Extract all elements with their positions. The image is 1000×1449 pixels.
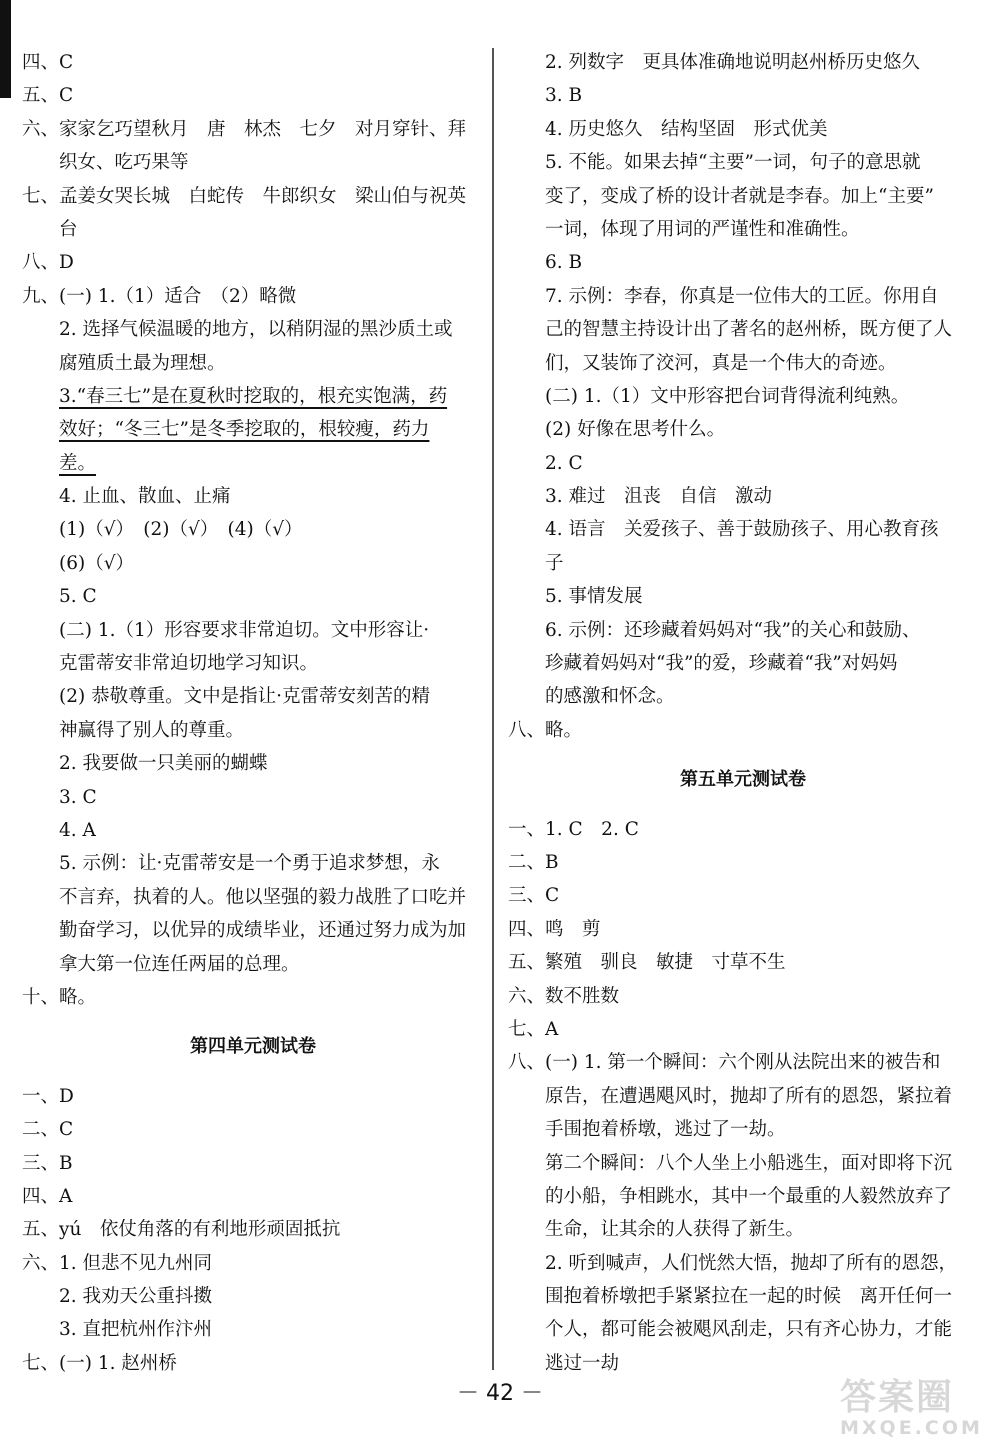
answer-line: 一词，体现了用词的严谨性和准确性。 bbox=[545, 218, 860, 240]
answer-line: 5. 事情发展 bbox=[545, 586, 643, 608]
answer-line: 4. A bbox=[59, 819, 96, 841]
answer-line: 四、A bbox=[22, 1185, 73, 1207]
answer-line: (6)（√） bbox=[59, 552, 134, 574]
answer-line: 7. 示例：李春，你真是一位伟大的工匠。你用自 bbox=[545, 285, 939, 307]
answer-line: 一、1. C 2. C bbox=[508, 818, 639, 840]
answer-line: 生命，让其余的人获得了新生。 bbox=[545, 1219, 805, 1241]
underlined-text: 差。 bbox=[59, 452, 97, 474]
answer-line: 3. B bbox=[545, 85, 583, 107]
answer-line: 逃过一劫 bbox=[545, 1352, 620, 1374]
page-number: － 42 － bbox=[457, 1381, 543, 1406]
answer-line: 4. 止血、散血、止痛 bbox=[59, 486, 231, 508]
answer-line: 八、略。 bbox=[508, 719, 583, 741]
answer-line: 围抱着桥墩把手紧紧拉在一起的时候 离开任何一 bbox=[545, 1286, 953, 1308]
answer-line: 七、孟姜女哭长城 白蛇传 牛郎织女 梁山伯与祝英 bbox=[22, 185, 467, 207]
answer-line bbox=[22, 447, 484, 480]
answer-line: 己的智慧主持设计出了著名的赵州桥，既方便了人 bbox=[545, 319, 953, 341]
answer-line: 第二个瞬间：八个人坐上小船逃生，面对即将下沉 bbox=[545, 1152, 953, 1174]
underlined-text: 3.“春三七”是在夏秋时挖取的，根充实饱满，药 bbox=[59, 385, 448, 407]
answer-line: 4. 语言 关爱孩子、善于鼓励孩子、用心教育孩 bbox=[545, 519, 939, 541]
answer-line: 克雷蒂安非常迫切地学习知识。 bbox=[59, 653, 319, 675]
answer-line: (2) 好像在思考什么。 bbox=[545, 419, 726, 441]
answer-line: 2. 听到喊声，人们恍然大悟，抛却了所有的恩怨， bbox=[545, 1252, 958, 1274]
answer-line: 变了，变成了桥的设计者就是李春。加上“主要” bbox=[545, 185, 934, 207]
answer-line: 6. 示例：还珍藏着妈妈对“我”的关心和鼓励、 bbox=[545, 619, 921, 641]
answer-line: 六、家家乞巧望秋月 唐 林杰 七夕 对月穿针、拜 bbox=[22, 118, 467, 140]
answer-line: 原告，在遭遇飓风时，抛却了所有的恩怨，紧拉着 bbox=[545, 1085, 953, 1107]
answer-line: 5. 不能。如果去掉“主要”一词，句子的意思就 bbox=[545, 152, 921, 174]
answer-line: 五、繁殖 驯良 敏捷 寸草不生 bbox=[508, 952, 786, 974]
page-edge-mark bbox=[0, 0, 11, 98]
answer-line: 六、1. 但悲不见九州同 bbox=[22, 1252, 213, 1274]
answer-line: 腐殖质土最为理想。 bbox=[59, 352, 226, 374]
answer-line: 七、(一) 1. 赵州桥 bbox=[22, 1352, 177, 1374]
answer-line: 五、yú 依仗角落的有利地形顽固抵抗 bbox=[22, 1219, 341, 1241]
answer-line: 四、C bbox=[22, 52, 74, 73]
answer-line: 台 bbox=[59, 218, 78, 240]
answer-line: 子 bbox=[545, 552, 564, 574]
answer-line: 6. B bbox=[545, 252, 583, 274]
answer-line: 三、B bbox=[22, 1152, 73, 1174]
answer-line: 神赢得了别人的尊重。 bbox=[59, 719, 245, 741]
watermark-logo bbox=[840, 1378, 990, 1444]
answer-line: 二、B bbox=[508, 851, 559, 873]
answer-line: 拿大第一位连任两届的总理。 bbox=[59, 953, 300, 975]
answer-line: 5. C bbox=[59, 586, 97, 608]
underlined-text: 效好；“冬三七”是冬季挖取的，根较瘦，药力 bbox=[59, 419, 430, 441]
answer-line: 十、略。 bbox=[22, 986, 97, 1008]
answer-line: 二、C bbox=[22, 1119, 74, 1141]
answer-line bbox=[22, 413, 484, 446]
section-heading: 第五单元测试卷 bbox=[680, 769, 806, 791]
answer-line: 一、D bbox=[22, 1085, 74, 1107]
answer-line: 的小船，争相跳水，其中一个最重的人毅然放弃了 bbox=[545, 1185, 953, 1207]
section-heading: 第四单元测试卷 bbox=[190, 1036, 316, 1058]
column-divider bbox=[492, 48, 494, 1370]
answer-line: (1)（√） (2)（√） (4)（√） bbox=[59, 519, 303, 541]
answer-line: 们，又装饰了洨河，真是一个伟大的奇迹。 bbox=[545, 352, 897, 374]
answer-line: 八、(一) 1. 第一个瞬间：六个刚从法院出来的被告和 bbox=[508, 1052, 941, 1074]
watermark-url: MXQE.COM bbox=[840, 1417, 983, 1439]
answer-line: 5. 示例：让·克雷蒂安是一个勇于追求梦想，永 bbox=[59, 853, 440, 875]
answer-line: 2. 选择气候温暖的地方，以稍阴湿的黑沙质土或 bbox=[59, 319, 453, 341]
answer-line: 的感激和怀念。 bbox=[545, 686, 675, 708]
answer-line: 不言弃，执着的人。他以坚强的毅力战胜了口吃并 bbox=[59, 886, 467, 908]
answer-line: 3. 直把杭州作汴州 bbox=[59, 1319, 213, 1341]
answer-line: (2) 恭敬尊重。文中是指让·克雷蒂安刻苦的精 bbox=[59, 686, 430, 708]
answer-line: 3. C bbox=[59, 786, 97, 808]
answer-line: 八、D bbox=[22, 252, 74, 274]
answer-line: 珍藏着妈妈对“我”的爱，珍藏着“我”对妈妈 bbox=[545, 653, 898, 675]
answer-line: (二) 1.（1）形容要求非常迫切。文中形容让· bbox=[59, 619, 430, 641]
answer-line: 三、C bbox=[508, 885, 560, 907]
answer-line: 手围抱着桥墩，逃过了一劫。 bbox=[545, 1119, 786, 1141]
answer-line: 个人，都可能会被飓风刮走，只有齐心协力，才能 bbox=[545, 1319, 953, 1341]
left-column bbox=[22, 46, 484, 1380]
answer-line: 勤奋学习，以优异的成绩毕业，还通过努力成为加 bbox=[59, 920, 467, 942]
answer-line: 3. 难过 沮丧 自信 激动 bbox=[545, 486, 773, 508]
answer-line: 4. 历史悠久 结构坚固 形式优美 bbox=[545, 118, 828, 140]
watermark-text: 答案圈 bbox=[840, 1377, 955, 1418]
answer-line: 六、数不胜数 bbox=[508, 985, 620, 1007]
answer-line: (二) 1.（1）文中形容把台词背得流利纯熟。 bbox=[545, 385, 910, 407]
answer-line: 2. 我要做一只美丽的蝴蝶 bbox=[59, 753, 268, 775]
right-column bbox=[508, 46, 978, 1380]
answer-line: 九、(一) 1.（1）适合 （2）略微 bbox=[22, 285, 297, 307]
answer-line: 2. 我劝天公重抖擞 bbox=[59, 1286, 213, 1308]
answer-line bbox=[22, 380, 484, 413]
answer-line: 2. 列数字 更具体准确地说明赵州桥历史悠久 bbox=[545, 52, 921, 73]
answer-line: 织女、吃巧果等 bbox=[59, 152, 189, 174]
answer-line: 七、A bbox=[508, 1018, 559, 1040]
answer-line: 四、鸣 剪 bbox=[508, 918, 601, 940]
answer-line: 五、C bbox=[22, 85, 74, 107]
answer-line: 2. C bbox=[545, 452, 583, 474]
